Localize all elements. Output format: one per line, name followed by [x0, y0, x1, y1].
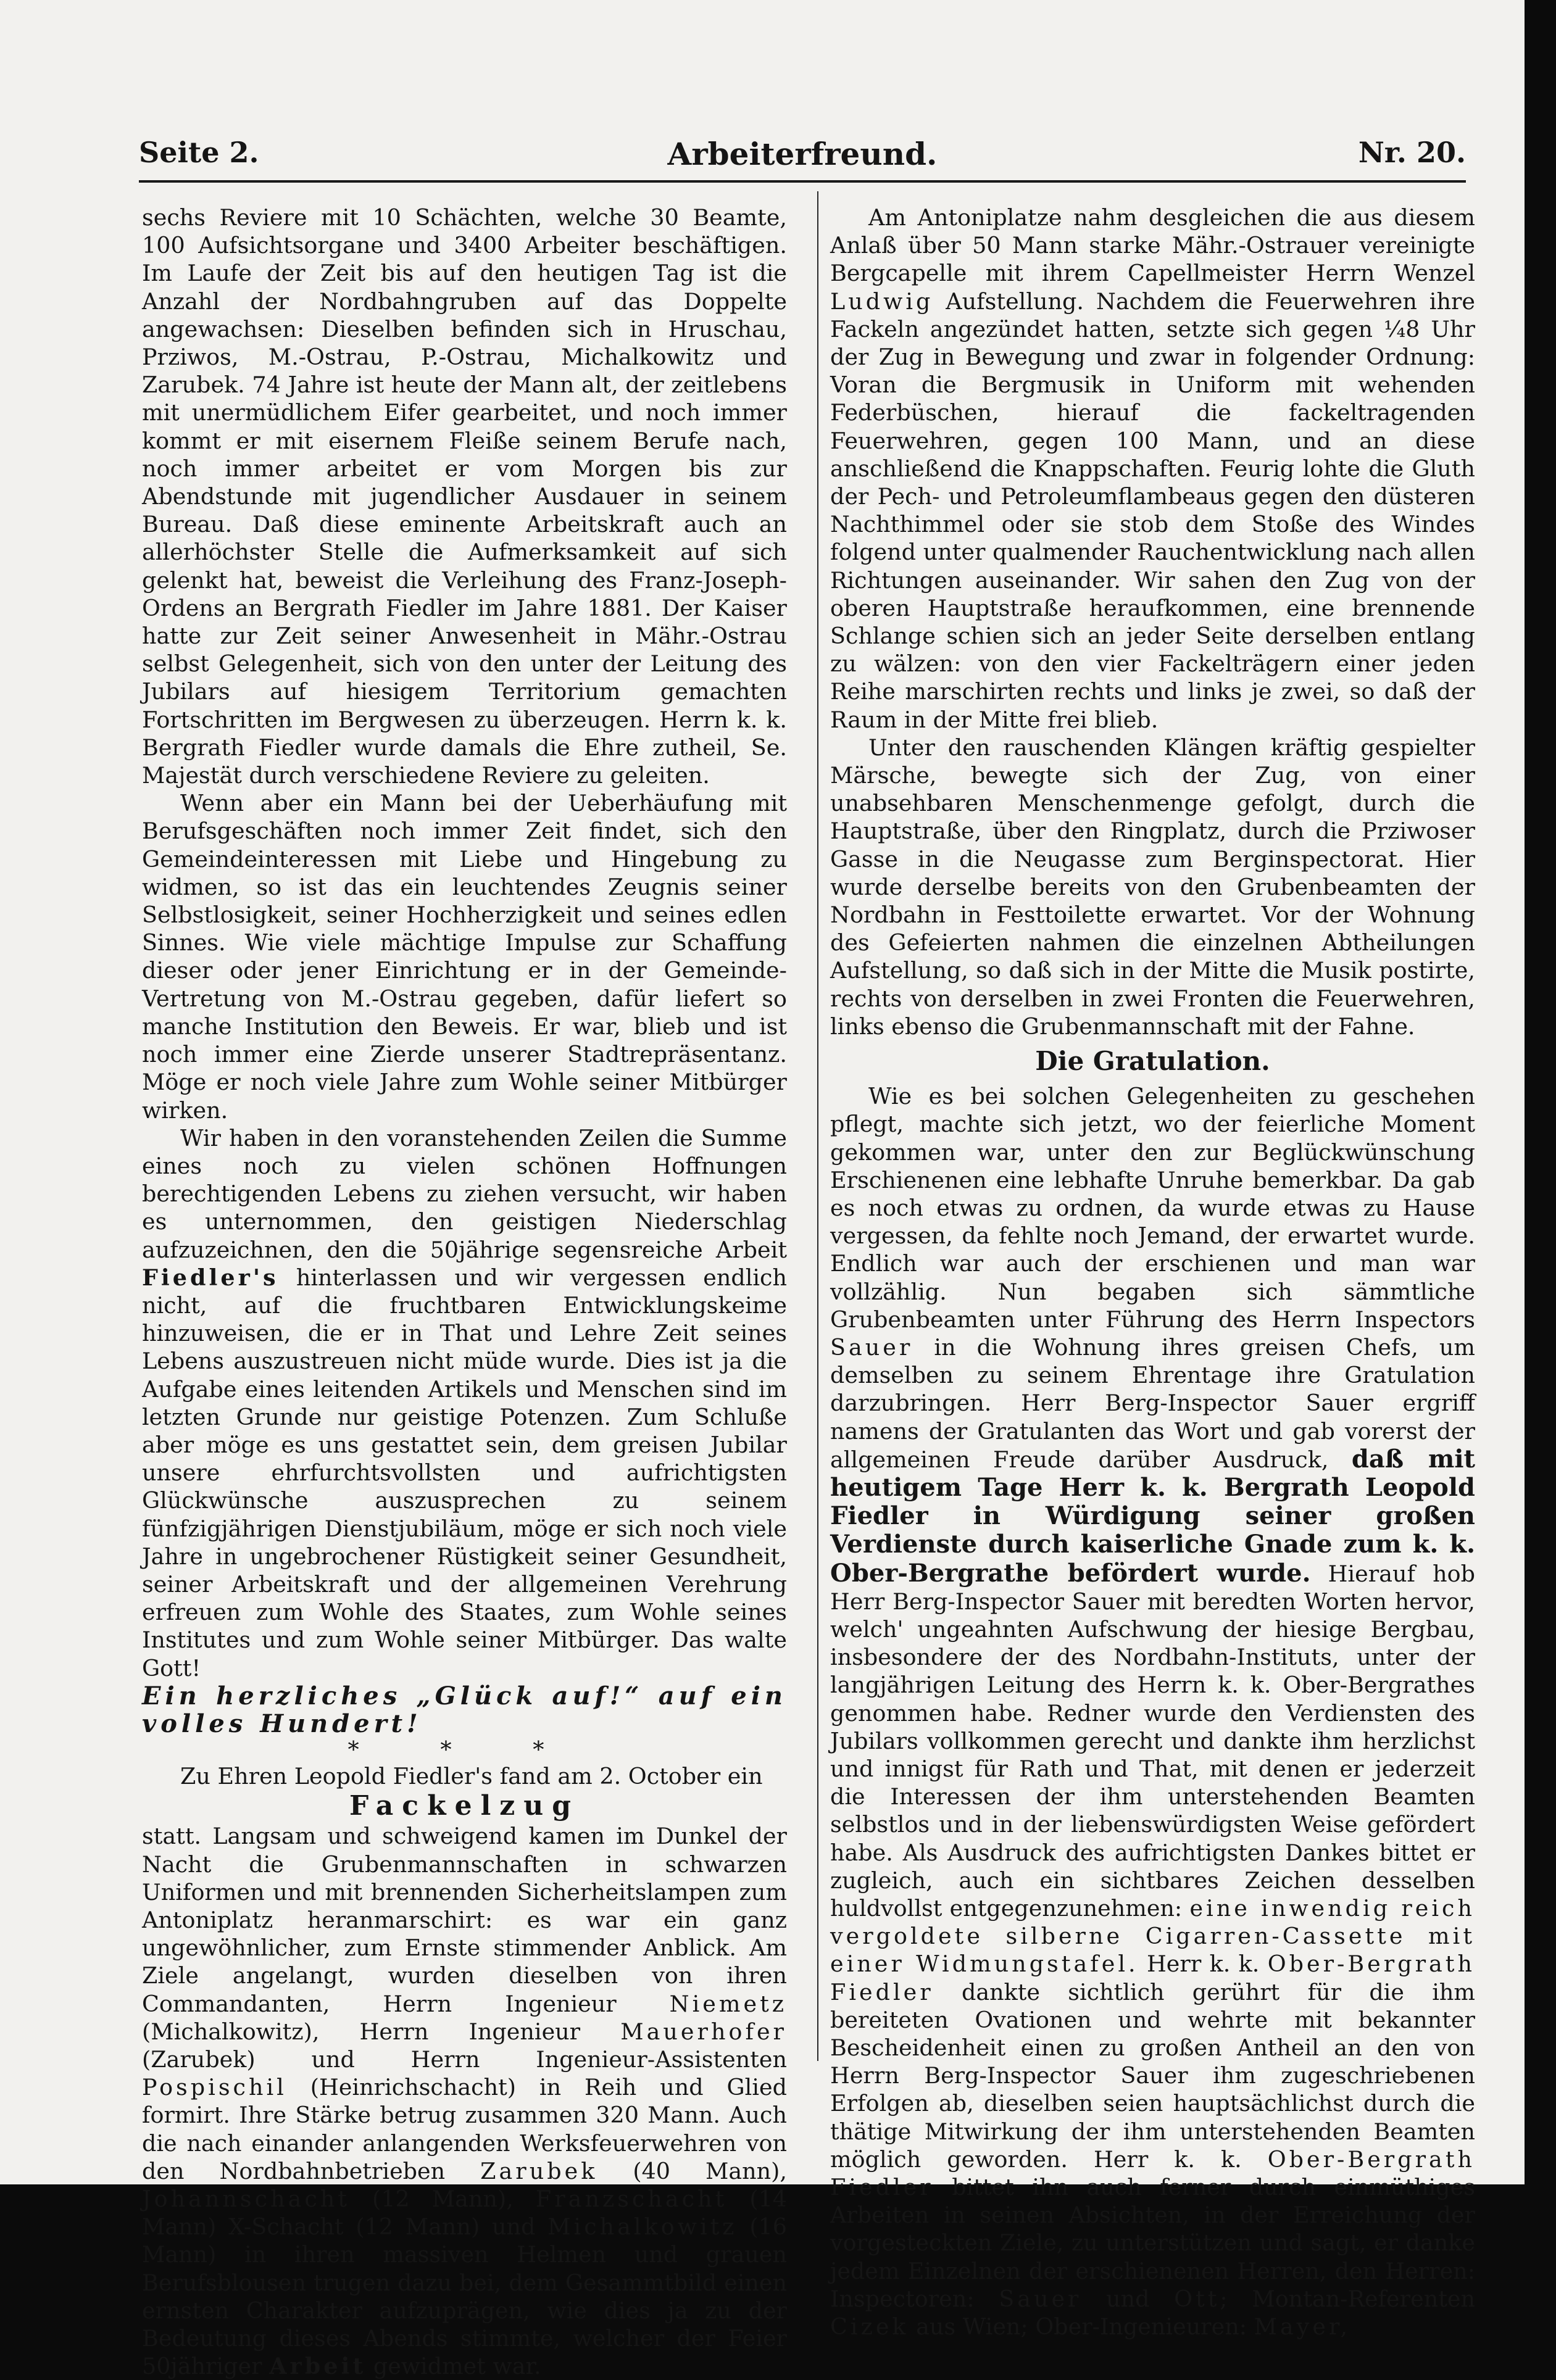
article-paragraph: [142, 1822, 787, 2380]
name-ludwig: Ludwig: [830, 288, 934, 315]
text-run: Wir haben in den voranstehenden Zeilen die Summe eines noch zu vielen schönen Hoffnungen berechtigenden Lebens zu ziehen versucht, wir haben es unternommen, den geistigen Niederschlag aufzuzeichnen, den die 50jährige segensreiche Arbeit: [142, 1124, 787, 1263]
header-rule: [139, 180, 1466, 183]
text-run: (Zarubek) und Herrn Ingenieur-Assistenten: [142, 2046, 787, 2073]
text-run: (Heinrichschacht) in Reih und Glied formirt. Ihre Stärke betrug zusammen 320 Mann. Auch die nach einander anlangenden Werksfeuerwehren von den Nordbahnbetrieben: [142, 2074, 787, 2184]
name-ober-bergrath-fiedler-2: Ober-Bergrath Fiedler: [830, 2146, 1475, 2201]
article-paragraph: [830, 1082, 1475, 2341]
article-paragraph: Zu Ehren Leopold Fiedler's fand am 2. October ein: [180, 1763, 763, 1790]
left-column: [142, 204, 788, 2380]
name-michalkowitz: Michalkowitz: [547, 2213, 738, 2241]
text-run: und: [1106, 2285, 1150, 2312]
gift-description: eine inwendig reich vergoldete silberne Cigarren-Cassette mit einer Widmungstafel.: [830, 1894, 1475, 1978]
page-number: Seite 2.: [139, 136, 259, 169]
text-run: (40 Mann),: [633, 2157, 788, 2184]
text-run: Herr k. k.: [1146, 1951, 1260, 1978]
name-ober-bergrath-fiedler: Ober-Bergrath Fiedler: [830, 1951, 1475, 2005]
text-run: Hierauf hob Herr Berg-Inspector Sauer mit beredten Worten hervor, welch' ungeahnten Aufschwung der hiesige Bergbau, insbesondere der des Nordbahn-Instituts, unter der langjährigen Leitung des Herrn k. k. Ober-Bergrathes genommen habe. Redner wurde den Verdiensten des Jubilars vollkommen gerecht und dankte ihm herzlichst und innigst für Rath und That, mit denen er jederzeit die Interessen der ihm unterstehenden Beamten selbstlos und in der liebenswürdigsten Weise gefördert habe. Als Ausdruck des aufrichtigsten Dankes bittet er zugleich, auch ein sichtbares Zeichen desselben huldvollst entgegenzunehmen:: [830, 1560, 1476, 1922]
name-niemetz: Niemetz: [669, 1990, 787, 2017]
page-header: [139, 130, 1466, 173]
heading-fackelzug: Fackelzug: [349, 1790, 580, 1822]
promotion-announcement: daß mit heutigem Tage Herr k. k. Bergrath Leopold Fiedler in Würdigung seiner großen Verdienste durch kaiserliche Gnade zum k. k. Ober-Bergrathe befördert wurde.: [830, 1444, 1475, 1588]
name-mayer: Mayer,: [1254, 2313, 1351, 2341]
name-sauer: Sauer: [830, 1333, 913, 1361]
text-run: (14 Mann) X-Schacht (12 Mann) und: [142, 2186, 788, 2241]
text-run: gewidmet war.: [373, 2353, 541, 2380]
name-mauerhofer: Mauerhofer: [620, 2018, 787, 2045]
masthead-title: Arbeiterfreund.: [667, 136, 938, 172]
text-run: bittet ihn auch ferner durch einmüthiges Arbeiten in seinen Absichten, in der Erreichung der vorgesteckten Ziele, zu unterstützen und sagt, er danke jedem Einzelnen der erschienenen Herren, den Herren: Inspectoren:: [830, 2174, 1475, 2312]
name-fiedler: Fiedler's: [142, 1264, 279, 1291]
name-sauer-2: Sauer: [999, 2285, 1082, 2312]
text-run: aus Wien; Ober-Ingenieuren:: [916, 2313, 1247, 2341]
article-paragraph: Wenn aber ein Mann bei der Ueberhäufung mit Berufsgeschäften noch immer Zeit findet, sich den Gemeindeinteressen mit Liebe und Hingebung zu widmen, so ist das ein leuchtendes Zeugnis seiner Selbstlosigkeit, seiner Hochherzigkeit und seines edlen Sinnes. Wie viele mächtige Impulse zur Schaffung dieser oder jener Einrichtung er in der Gemeinde-Vertretung von M.-Ostrau gegeben, dafür liefert so manche Institution den Beweis. Er war, blieb und ist noch immer eine Zierde unserer Stadtrepräsentanz. Möge er noch viele Jahre zum Wohle seiner Mitbürger wirken.: [142, 790, 787, 1124]
text-run: Wie es bei solchen Gelegenheiten zu geschehen pflegt, machte sich jetzt, wo der feierliche Moment gekommen war, unter den zur Beglückwünschung Erschienenen eine lebhafte Unruhe bemerkbar. Da gab es noch etwas zu ordnen, da wurde etwas zu Hause vergessen, da fehlte noch Jemand, der erwartet wurde. Endlich war auch der erschienen und man war vollzählig. Nun begaben sich sämmtliche Grubenbeamten unter Führung des Herrn Inspectors: [830, 1083, 1475, 1333]
text-run: statt. Langsam und schweigend kamen im Dunkel der Nacht die Grubenmannschaften in schwarzen Uniformen und mit brennenden Sicherheitslampen zum Antoniplatz heranmarschirt: es war ein ganz ungewöhnlicher, zum Ernste stimmender Anblick. Am Ziele angelangt, wurden dieselben von ihren Commandanten, Herrn Ingenieur: [142, 1823, 787, 2017]
issue-number: Nr. 20.: [1358, 136, 1466, 169]
name-zarubek: Zarubek: [480, 2157, 598, 2184]
text-run: (12 Mann),: [372, 2186, 514, 2213]
name-ott: Ott: [1174, 2285, 1220, 2312]
word-arbeit: Arbeit: [269, 2353, 367, 2380]
article-paragraph: [142, 1124, 787, 1682]
text-run: Aufstellung. Nachdem die Feuerwehren ihre Fackeln angezündet hatten, setzte sich gegen ¼8 Uhr der Zug in Bewegung und zwar in folgender Ordnung: Voran die Bergmusik in Uniform mit wehenden Federbüschen, hierauf die fackeltragenden Feuerwehren, gegen 100 Mann, und an diese anschließend die Knappschaften. Feurig lohte die Gluth der Pech- und Petroleumflambeaus gegen den düsteren Nachthimmel oder sie stob dem Stoße des Windes folgend unter qualmender Rauchentwicklung nach allen Richtungen auseinander. Wir sahen den Zug von der oberen Hauptstraße heraufkommen, eine brennende Schlange schien sich an jeder Seite derselben entlang zu wälzen: von den vier Fackelträgern einer jeden Reihe marschirten rechts und links je zwei, so daß der Raum in der Mitte frei blieb.: [830, 288, 1475, 733]
article-paragraph: sechs Reviere mit 10 Schächten, welche 30 Beamte, 100 Aufsichtsorgane und 3400 Arbeiter beschäftigen. Im Laufe der Zeit bis auf den heutigen Tag ist die Anzahl der Nordbahngruben auf das Doppelte angewachsen: Dieselben befinden sich in Hruschau, Prziwos, M.-Ostrau, P.-Ostrau, Michalkowitz und Zarubek. 74 Jahre ist heute der Mann alt, der zeitlebens mit unermüdlichem Eifer gearbeitet, und noch immer kommt er mit eisernem Fleiße seinem Berufe nach, noch immer arbeitet er vom Morgen bis zur Abendstunde mit jugendlicher Ausdauer in seinem Bureau. Daß diese eminente Arbeitskraft auch an allerhöchster Stelle die Aufmerksamkeit auf sich gelenkt hat, beweist die Verleihung des Franz-Joseph-Ordens an Bergrath Fiedler im Jahre 1881. Der Kaiser hatte zur Zeit seiner Anwesenheit in Mähr.-Ostrau selbst Gelegenheit, sich von den unter der Leitung des Jubilars auf hiesigem Territorium gemachten Fortschritten im Bergwesen zu überzeugen. Herrn k. k. Bergrath Fiedler wurde damals die Ehre zutheil, Se. Majestät durch verschiedene Reviere zu geleiten.: [142, 204, 787, 789]
name-johannschacht: Johannschacht: [142, 2186, 350, 2213]
section-stars: * * *: [347, 1736, 581, 1764]
text-run: hinterlassen und wir vergessen endlich nicht, auf die fruchtbaren Entwicklungskeime hinzuweisen, die er in That und Lehre Zeit seines Lebens auszustreuen nicht müde wurde. Dies ist ja die Aufgabe eines leitenden Artikels und Menschen sind im letzten Grunde nur geistige Potenzen. Zum Schluße aber möge es uns gestattet sein, dem greisen Jubilar unsere ehrfurchtsvollsten und aufrichtigsten Glückwünsche auszusprechen zu seinem fünfzigjährigen Dienstjubiläum, möge er sich noch viele Jahre in ungebrochener Rüstigkeit seiner Gesundheit, seiner Arbeitskraft und der allgemeinen Verehrung erfreuen zum Wohle des Staates, zum Wohle seines Institutes und zum Wohle seiner Mitbürger. Das walte Gott!: [142, 1264, 787, 1681]
article-paragraph: Unter den rauschenden Klängen kräftig gespielter Märsche, bewegte sich der Zug, von einer unabsehbaren Menschenmenge gefolgt, durch die Hauptstraße, über den Ringplatz, durch die Prziwoser Gasse in die Neugasse zum Berginspectorat. Hier wurde derselbe bereits von den Grubenbeamten der Nordbahn in Festtoilette erwartet. Vor der Wohnung des Gefeierten nahmen die einzelnen Abtheilungen Aufstellung, so daß sich in der Mitte die Musik postirte, rechts von derselben in zwei Fronten die Feuerwehren, links ebenso die Grubenmannschaft mit der Fahne.: [830, 734, 1475, 1040]
heading-gratulation: Die Gratulation.: [1035, 1046, 1270, 1077]
name-pospischil: Pospischil: [142, 2074, 287, 2101]
text-run: (Michalkowitz), Herrn Ingenieur: [142, 2018, 581, 2045]
text-run: dankte sichtlich gerührt für die ihm bereiteten Ovationen und wehrte mit bekannter Bescheidenheit einen zu großen Antheil an den von Herrn Berg-Inspector Sauer ihm zugeschriebenen Erfolgen ab, dieselben seien hauptsächlichst durch die thätige Mitwirkung der ihm unterstehenden Beamten möglich geworden. Herr k. k.: [830, 1978, 1475, 2173]
name-cizek: Cizek: [830, 2313, 909, 2341]
cheer-line: Ein herzliches „Glück auf!“ auf ein volles Hundert!: [142, 1681, 787, 1738]
text-run: ; Montan-Referenten: [1220, 2285, 1475, 2312]
text-run: (16 Mann) in ihren massiven Helmen und grauen Berufsblousen trugen dazu bei, dem Gesammtbild einen ernsten Charakter aufzuprägen, wie dies ja zu der Bedeutung dieses Abends stimmte, welcher der Feier 50jähriger: [142, 2213, 787, 2380]
name-franzschacht: Franzschacht: [535, 2186, 728, 2213]
text-run: in die Wohnung ihres greisen Chefs, um demselben zu seinem Ehrentage ihre Gratulation darzubringen. Herr Berg-Inspector Sauer ergriff namens der Gratulanten das Wort und gab vorerst der allgemeinen Freude darüber Ausdruck,: [830, 1333, 1475, 1473]
article-paragraph: [830, 204, 1475, 734]
text-run: Am Antoniplatze nahm desgleichen die aus diesem Anlaß über 50 Mann starke Mähr.-Ostrauer vereinigte Bergcapelle mit ihrem Capellmeister Herrn Wenzel: [830, 204, 1475, 287]
column-divider: [817, 191, 818, 2061]
right-column: [830, 204, 1476, 2341]
